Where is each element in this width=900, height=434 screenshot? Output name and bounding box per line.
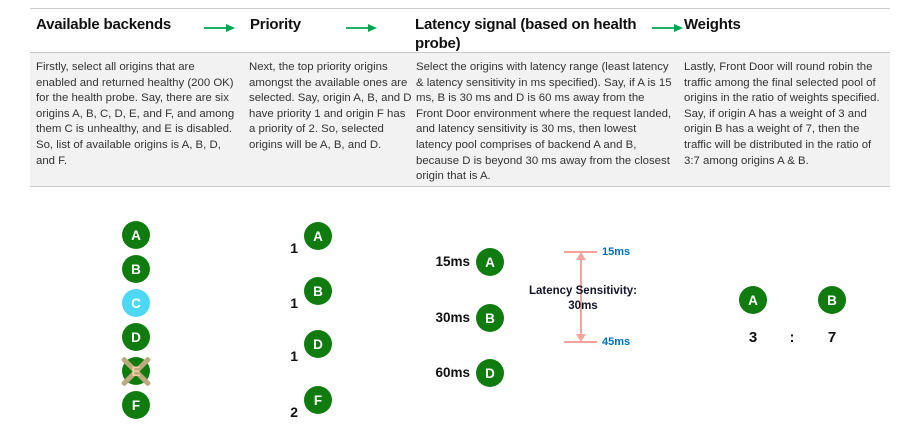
description-latency-signal: Select the origins with latency range (least latency & latency sensitivity in ms specified). Say, if A is 15 ms, B is 30 ms and D is 60 ms away from the Front Door environment where the request landed, and latency sensitivity is 30 ms, then lowest latency pool comprises of backend A and B, because D is beyond 30 ms away from the closest origin that is A. bbox=[416, 61, 672, 183]
priority-origin-node-d bbox=[304, 330, 332, 358]
latency-value-label: 15ms bbox=[435, 254, 470, 269]
origin-label: A bbox=[748, 292, 758, 308]
latency-value-label: 30ms bbox=[435, 310, 470, 325]
flow-arrow-icon bbox=[650, 22, 684, 34]
column-header-priority: Priority bbox=[250, 16, 301, 33]
column-header-weights: Weights bbox=[684, 16, 741, 33]
origin-label: F bbox=[131, 397, 141, 413]
origin-node-c-unhealthy bbox=[122, 289, 150, 317]
description-weights: Lastly, Front Door will round robin the traffic among the final selected pool of origins in the ratio of weights specified. Say, if origin A has a weight of 3 and origin B has a weight of 7, then the traffic will be distributed in the ratio of 3:7 among origins A & B. bbox=[684, 61, 880, 167]
weight-origin-node-b bbox=[818, 286, 846, 314]
origin-label: A bbox=[131, 227, 141, 243]
priority-origin-node-f bbox=[304, 386, 332, 414]
priority-value: 1 bbox=[290, 240, 298, 256]
origin-label: C bbox=[131, 295, 141, 311]
origin-label: D bbox=[313, 336, 323, 352]
flow-arrow-icon bbox=[202, 22, 236, 34]
origin-label: F bbox=[313, 392, 323, 408]
description-available-backends: Firstly, select all origins that are enabled and returned healthy (200 OK) for the health probe. Say, there are six origins A, B, C, D, E, and F, and among them C is unhealthy, and E is disabled. So, list of available origins is A, B, D, and F. bbox=[36, 61, 235, 167]
origin-node-e-disabled bbox=[122, 357, 150, 385]
weight-value-a: 3 bbox=[748, 329, 758, 346]
latency-origin-node-d bbox=[476, 359, 504, 387]
divider-line-bottom bbox=[30, 186, 890, 187]
origin-label: E bbox=[131, 363, 141, 379]
priority-value: 1 bbox=[290, 348, 298, 364]
weight-origin-node-a bbox=[739, 286, 767, 314]
latency-origin-node-b bbox=[476, 304, 504, 332]
arrowhead-down-icon bbox=[576, 334, 586, 342]
origin-node-a bbox=[122, 221, 150, 249]
weight-value-b: 7 bbox=[827, 329, 837, 346]
description-priority: Next, the top priority origins amongst the available ones are selected. Say, origin A, B, and D have priority 1 and origin F has a priority of 2. So, selected origins will be A, B, and D. bbox=[249, 61, 412, 151]
origin-label: D bbox=[485, 365, 495, 381]
priority-value: 1 bbox=[290, 295, 298, 311]
origin-label: D bbox=[131, 329, 141, 345]
origin-node-b bbox=[122, 255, 150, 283]
priority-origin-node-a bbox=[304, 222, 332, 250]
origin-node-d bbox=[122, 323, 150, 351]
sensitivity-caption bbox=[524, 284, 642, 313]
sensitivity-caption-line1: Latency Sensitivity: bbox=[528, 285, 637, 297]
origin-node-f bbox=[122, 391, 150, 419]
sensitivity-caption-line2: 30ms bbox=[568, 299, 598, 312]
latency-value-label: 60ms bbox=[435, 365, 470, 380]
priority-value: 2 bbox=[290, 404, 298, 420]
origin-label: B bbox=[485, 310, 495, 326]
column-header-available-backends: Available backends bbox=[36, 16, 172, 33]
sensitivity-bottom-label: 45ms bbox=[602, 336, 631, 348]
origin-label: B bbox=[131, 261, 141, 277]
sensitivity-top-label: 15ms bbox=[602, 246, 631, 258]
ratio-separator: : bbox=[789, 329, 795, 346]
divider-line-top bbox=[30, 8, 890, 9]
flow-arrow-icon bbox=[344, 22, 378, 34]
priority-origin-node-b bbox=[304, 277, 332, 305]
arrowhead-up-icon bbox=[576, 252, 586, 260]
origin-label: B bbox=[313, 283, 323, 299]
latency-origin-node-a bbox=[476, 248, 504, 276]
origin-label: A bbox=[313, 228, 323, 244]
origin-label: A bbox=[485, 254, 495, 270]
origin-label: B bbox=[827, 292, 837, 308]
column-header-latency-signal: Latency signal (based on health probe) bbox=[415, 16, 637, 52]
